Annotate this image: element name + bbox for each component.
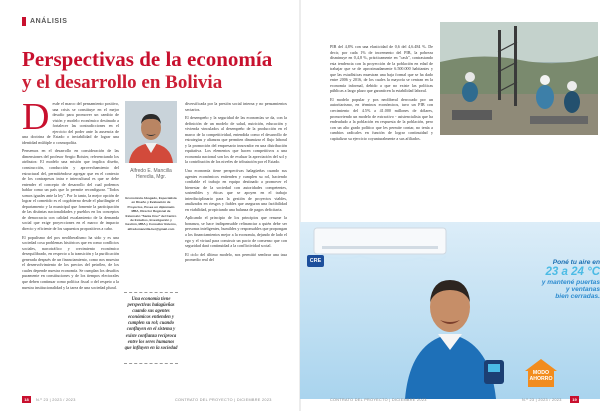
- author-portrait: [125, 101, 177, 163]
- article-column-3: [330, 44, 433, 144]
- page-number-left: 18: [22, 396, 31, 403]
- page-number-right: 19: [570, 396, 579, 403]
- paragraph: Desde el marco del pensamiento positivo, una crisis se constituye en el mejor desafío para promover un cambio de visión y modelo económico destinado a fortalecer las contradicciones en el ejercicio del poder ante la ausencia de una doctrina de Estado o inviabilidad de lograr una identidad múltiple o cosmopolita.: [22, 96, 119, 145]
- pull-quote-divider-bottom: [124, 363, 178, 364]
- paragraph: PIB del 4,8% con una elasticidad de 0,6 del 4,6.484 %. De decir, por cada 1% de incremento del PIB, la pobreza disminuye en 0,4,8 %, prácticamente en "cash", contrastando esta tendencia con la proyección de la población en edad de trabajar que se de aproximadamente 6.500.000 habitantes y que las estadísticas muestran una baja formal que se ha dado entre 2006 y 2016, de los cuales la mayoría se centran en la economía informal, debido a que no existe las políticas públicas a largo plazo que garanticen la estabilidad laboral.: [330, 44, 433, 94]
- footer-center-right: CONTRATO DEL PROYECTO | DICIEMBRE 2023: [330, 398, 427, 402]
- footer-issue-left: N.º 23 | 2023 / 2023: [36, 398, 76, 402]
- modo-ahorro-label: MODO AHORRO: [529, 370, 553, 382]
- paragraph: El desempeño y la seguridad de las economías se da, con la definición de un modelo de salud, nutrición, educación y vivienda vinculados al desempeño de la producción en el marco de la competitividad, entendida como el desarrollo de estrategias y alianzas que permiten dinamizar el flujo laboral y la promoción del empresario innovador en una distribución equitativa. Los elementos que hacen competitivos a una economía nacional son los de evaluar la apreciación del sol y la contribución de los niveles de tributación por el Estado.: [185, 115, 287, 165]
- drop-cap: D: [22, 96, 50, 138]
- ad-temperature: 23 a 24 °C: [545, 266, 600, 278]
- brand-logo: CRE: [307, 255, 324, 267]
- author-name: Alfredo E. Mancilla Heredia, Mgr.: [130, 168, 172, 181]
- paragraph: El populismo del pos neoliberalismo ha sido y es una sociedad cosa problemas históricos que en como conflictos sociales, narcotráfico y crecimiento económico desequilibrado, en respecto a la transición y la purificación generada después de un financiamiento, como nos muestra el desenvolvimiento de los precios del petróleo, de los cuales depende nuestra economía. Se cumplan los desafíos puramente en constituciones y de los tiempos electorales que deben continuar como política fiscal o del respeto a la nuestra institucionalidad y la tarea de una sociedad plural.: [22, 234, 119, 290]
- pull-quote-divider-top: [124, 292, 178, 293]
- paragraph: Una economía tiene perspectivas halagüeñas cuando sus agentes económicos entienden y cumplen su rol, haciendo confiable el trabajo en equipo destinado a promover el bienestar de la sociedad con autoridades competentes, sostenibles y éticas que se apoyen en el trabajo interdisciplinario para la gestión de proyectos viables, analizados en riesgos y fiables que aseguran una factibilidad en viabilidad, propiciando una balanza de pagos deficitaria.: [185, 168, 287, 212]
- footer-center-left: CONTRATO DEL PROYECTO | DICIEMBRE 2023: [175, 398, 272, 402]
- section-label: ANÁLISIS: [30, 18, 68, 25]
- title-line-2: y el desarrollo en Bolivia: [22, 72, 223, 93]
- article-column-2: [185, 101, 287, 266]
- section-accent-bar: [22, 17, 26, 26]
- paragraph: El ciclo del último modelo, nos permitió sembrar una tasa promedio real del: [185, 251, 287, 263]
- workers-photo: [440, 22, 598, 135]
- article-title: [22, 49, 302, 92]
- title-line-1: Perspectivas de la economía: [22, 47, 273, 71]
- ad-line-4: y ventanas: [565, 286, 600, 293]
- footer-issue-right: N.º 23 | 2023 / 2023: [522, 398, 562, 402]
- author-bio: Economista Abogado, Especialista en Diseño y Evaluación de Proyectos, Posee un diplomado MBA, Director Regional de Extensión "Santa Cruz" del Centro de Estudios, Investigación y Gestión, MBA y Consultor Externo, alfredomancilla.her@gmail.com: [125, 196, 177, 231]
- paragraph: diversificada por la presión social interna y no pensamientos sectarios.: [185, 101, 287, 112]
- article-column-1: [22, 96, 119, 293]
- paragraph: El modelo popular y pos neoliberal derrocado por un autoritarismo, en términos económicos, tuvo un PIB con crecimiento del 4.5% a 41.000 millones de dólares, promoviendo un modelo de extractivo - asistencialista que ha endeudado a la población en respuesta de la población, pero con un alto grado político que les permite contar, no tenía a cambios radicales en función de lograr continuidad y capitalizar su ejercicio coyunturalmente a sus afiliados.: [330, 96, 433, 141]
- ad-headline: [530, 259, 600, 300]
- paragraph: Pensemos en el desarrollo en consideración de las dimensiones del profesor Sergio Boisier, referenciando los atributos: El modelo una misión que implica diseño, construcción, conducción y aprovechamiento del estructural del, permitiéndose agregar que en el contexto de los contrapesos intra e intercultural es que se debe entender el concepto de desarrollo del cual podemos hablar como un país que lo permite reconfigurar. "Todos somos iguales ante la ley". Por lo tanto, la mejor opción de lograr el cometido es el cogobierno desde el plurilingüe el departamento y la municipal que fomente la participación de las distintas nacionalidades y pueblos en los conceptos de democracia con calidad escalamiento de la demanda social que exige proyecciones en el marco de impacto directo y eficiente de los supuestos propositivos a cabo.: [22, 148, 119, 232]
- ad-line-1: Poné tu aire en: [552, 259, 600, 266]
- ad-line-3: y mantené puertas: [541, 279, 600, 286]
- section-tag: [22, 17, 67, 26]
- paragraph: Aplicando el principio de los principios que resume la bonanza, se hace indispensable refinanciar a quién debe ser personas inteligentes, humildes y responsables que propongan a los financiamientos mejor a la economía, dejando de lado el ego y el virtual para construir un pacto de consenso que con seguridad dará continuidad a la conflictividad social.: [185, 215, 287, 249]
- pull-quote: Una economía tiene perspectivas halagüeñas cuando sus agentes económicos entienden y cumplen su rol; cuando confluyen en el sistema y existe confianza recíproca entre los seres humanos que influyen en la sociedad: [124, 297, 178, 351]
- ad-line-5: bien cerradas.: [555, 293, 600, 300]
